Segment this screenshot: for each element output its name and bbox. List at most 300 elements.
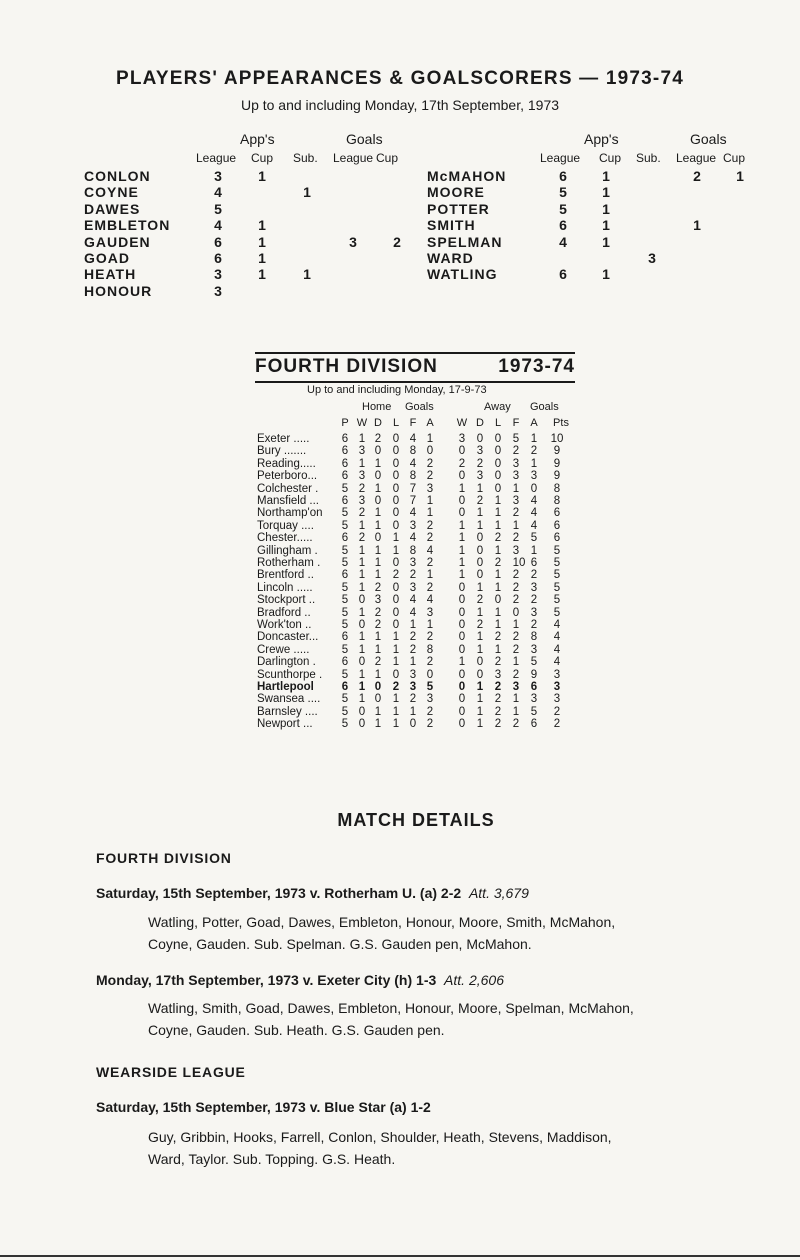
player-l4-league-goals: 3 bbox=[349, 233, 357, 250]
table-cell-w: 1 bbox=[358, 519, 366, 532]
table-cell-pts: 4 bbox=[553, 643, 561, 656]
table-cell-f: 4 bbox=[409, 457, 417, 470]
player-l3-name: EMBLETON bbox=[84, 217, 171, 234]
table-row bbox=[257, 507, 587, 519]
col-league-header-right: League bbox=[540, 151, 581, 165]
table-cell-w: 1 bbox=[358, 693, 366, 706]
player-r1-cup-apps: 1 bbox=[602, 184, 610, 201]
table-cell-d: 1 bbox=[374, 705, 382, 718]
apps-group-header-right: App's bbox=[584, 131, 619, 147]
table-row bbox=[257, 656, 587, 668]
player-l4-name: GAUDEN bbox=[84, 233, 151, 250]
table-cell-d: 1 bbox=[374, 507, 382, 520]
table-cell-w: 1 bbox=[358, 544, 366, 557]
table-row bbox=[257, 706, 587, 718]
table-cell-a: 8 bbox=[530, 631, 538, 644]
table-cell-a: 1 bbox=[426, 619, 434, 631]
table-cell-d: 0 bbox=[476, 532, 484, 545]
player-r3-cup-apps: 1 bbox=[602, 217, 610, 234]
table-cell-d: 1 bbox=[476, 519, 484, 532]
table-cell-f: 3 bbox=[409, 519, 417, 532]
table-cell-pts: 6 bbox=[553, 519, 561, 532]
table-cell-f: 10 bbox=[512, 557, 526, 569]
table-cell-l: 0 bbox=[494, 445, 502, 458]
table-cell-a: 3 bbox=[530, 643, 538, 656]
home-label: Home bbox=[362, 401, 392, 413]
table-cell-a: 2 bbox=[426, 470, 434, 483]
table-cell-f: 1 bbox=[409, 619, 417, 631]
table-cell-a: 3 bbox=[530, 606, 538, 619]
player-r2-name: POTTER bbox=[427, 200, 490, 217]
team-name: Swansea .... bbox=[257, 693, 321, 706]
league-table-subtitle: Up to and including Monday, 17-9-73 bbox=[307, 384, 487, 396]
table-cell-a: 4 bbox=[426, 594, 434, 607]
player-l6-cup-apps: 1 bbox=[258, 266, 266, 283]
away-goals-label: Goals bbox=[530, 401, 559, 413]
table-col-10: A bbox=[530, 417, 538, 429]
table-cell-l: 2 bbox=[494, 532, 502, 545]
table-col-6: W bbox=[456, 417, 468, 429]
player-l2-name: DAWES bbox=[84, 200, 141, 217]
table-cell-pts: 3 bbox=[553, 668, 561, 681]
table-cell-a: 2 bbox=[530, 569, 538, 582]
table-cell-w: 1 bbox=[358, 433, 366, 445]
table-cell-d: 2 bbox=[476, 495, 484, 507]
table-cell-l: 1 bbox=[494, 643, 502, 656]
player-l4-league-apps: 6 bbox=[214, 233, 222, 250]
table-cell-d: 1 bbox=[476, 482, 484, 495]
table-cell-a: 2 bbox=[530, 445, 538, 458]
table-cell-w: 1 bbox=[358, 668, 366, 681]
table-cell-a: 2 bbox=[426, 656, 434, 669]
table-cell-w: 1 bbox=[358, 569, 366, 582]
table-cell-d: 0 bbox=[476, 544, 484, 557]
table-cell-w: 0 bbox=[458, 643, 466, 656]
table-row bbox=[257, 557, 587, 569]
table-cell-f: 2 bbox=[512, 668, 520, 681]
table-cell-l: 0 bbox=[392, 619, 400, 631]
table-cell-a: 4 bbox=[530, 519, 538, 532]
table-cell-f: 2 bbox=[512, 569, 520, 582]
table-cell-p: 5 bbox=[341, 705, 349, 718]
team-name: Lincoln ..... bbox=[257, 581, 313, 594]
team-name: Stockport .. bbox=[257, 594, 316, 607]
table-cell-a: 8 bbox=[426, 643, 434, 656]
player-l1-name: COYNE bbox=[84, 184, 139, 201]
table-cell-d: 0 bbox=[374, 693, 382, 706]
away-label: Away bbox=[484, 401, 511, 413]
table-cell-d: 2 bbox=[476, 594, 484, 607]
col-goals-league-header: League bbox=[333, 151, 374, 165]
table-row bbox=[257, 483, 587, 495]
table-cell-p: 6 bbox=[341, 495, 349, 507]
table-cell-d: 1 bbox=[476, 681, 484, 693]
table-cell-p: 5 bbox=[341, 581, 349, 594]
table-col-0: P bbox=[341, 417, 349, 429]
table-cell-l: 3 bbox=[494, 668, 502, 681]
table-cell-w: 0 bbox=[458, 718, 466, 731]
table-cell-w: 0 bbox=[458, 681, 466, 693]
table-cell-a: 6 bbox=[530, 681, 538, 693]
table-cell-w: 2 bbox=[358, 532, 366, 545]
table-cell-w: 0 bbox=[458, 581, 466, 594]
table-cell-d: 1 bbox=[374, 482, 382, 495]
table-cell-a: 3 bbox=[530, 470, 538, 483]
table-cell-l: 1 bbox=[392, 532, 400, 545]
table-cell-d: 1 bbox=[476, 507, 484, 520]
table-cell-a: 1 bbox=[530, 457, 538, 470]
player-r1-name: MOORE bbox=[427, 184, 485, 201]
match1-lineup-line2: Coyne, Gauden. Sub. Spelman. G.S. Gauden pen, McMahon. bbox=[148, 936, 532, 952]
table-cell-pts: 8 bbox=[553, 482, 561, 495]
table-cell-f: 2 bbox=[512, 718, 520, 731]
table-cell-f: 1 bbox=[512, 519, 520, 532]
table-cell-l: 0 bbox=[494, 470, 502, 483]
table-cell-w: 0 bbox=[358, 718, 366, 731]
table-cell-a: 4 bbox=[426, 544, 434, 557]
table-cell-l: 1 bbox=[392, 718, 400, 731]
table-cell-l: 1 bbox=[392, 544, 400, 557]
table-cell-d: 1 bbox=[476, 606, 484, 619]
col-goals-cup-header-right: Cup bbox=[723, 151, 746, 165]
table-cell-d: 2 bbox=[374, 433, 382, 445]
match2-attendance: Att. 2,606 bbox=[444, 972, 504, 988]
table-cell-f: 3 bbox=[409, 557, 417, 569]
table-cell-a: 4 bbox=[530, 495, 538, 507]
table-cell-a: 9 bbox=[530, 668, 538, 681]
page-bottom-rule bbox=[0, 1255, 800, 1257]
col-goals-league-header-right: League bbox=[676, 151, 717, 165]
table-cell-w: 0 bbox=[358, 594, 366, 607]
table-cell-f: 7 bbox=[409, 482, 417, 495]
table-cell-d: 2 bbox=[374, 619, 382, 631]
table-cell-d: 1 bbox=[374, 544, 382, 557]
table-cell-a: 3 bbox=[530, 693, 538, 706]
table-cell-d: 0 bbox=[374, 470, 382, 483]
table-cell-p: 6 bbox=[341, 569, 349, 582]
table-cell-d: 3 bbox=[476, 470, 484, 483]
table-col-2: D bbox=[374, 417, 382, 429]
table-cell-w: 2 bbox=[358, 482, 366, 495]
player-l4-cup-apps: 1 bbox=[258, 233, 266, 250]
fourth-division-heading: FOURTH DIVISION bbox=[96, 850, 232, 866]
table-cell-f: 2 bbox=[409, 693, 417, 706]
col-cup-header-right: Cup bbox=[599, 151, 622, 165]
table-cell-w: 0 bbox=[458, 631, 466, 644]
table-cell-w: 0 bbox=[358, 656, 366, 669]
apps-group-header: App's bbox=[240, 131, 275, 147]
table-cell-p: 6 bbox=[341, 433, 349, 445]
table-cell-pts: 2 bbox=[553, 718, 561, 731]
table-cell-w: 1 bbox=[458, 656, 466, 669]
table-cell-w: 1 bbox=[358, 606, 366, 619]
player-l0-name: CONLON bbox=[84, 168, 151, 184]
player-r5-sub-apps: 3 bbox=[648, 250, 656, 266]
table-row bbox=[257, 495, 587, 507]
team-name: Darlington . bbox=[257, 656, 316, 669]
table-cell-p: 6 bbox=[341, 457, 349, 470]
table-cell-p: 5 bbox=[341, 594, 349, 607]
table-cell-l: 1 bbox=[494, 519, 502, 532]
table-row bbox=[257, 693, 587, 705]
table-cell-a: 1 bbox=[530, 433, 538, 445]
page-title: PLAYERS' APPEARANCES & GOALSCORERS — 1973-74 bbox=[116, 68, 684, 89]
table-cell-d: 1 bbox=[374, 519, 382, 532]
table-cell-w: 1 bbox=[458, 569, 466, 582]
table-cell-f: 2 bbox=[409, 643, 417, 656]
table-cell-w: 1 bbox=[458, 544, 466, 557]
page-subtitle: Up to and including Monday, 17th September, 1973 bbox=[240, 97, 560, 113]
table-cell-w: 1 bbox=[358, 457, 366, 470]
table-cell-d: 1 bbox=[476, 718, 484, 731]
team-name: Brentford .. bbox=[257, 569, 314, 582]
table-col-9: F bbox=[512, 417, 520, 429]
table-cell-p: 5 bbox=[341, 668, 349, 681]
table-cell-f: 1 bbox=[512, 693, 520, 706]
table-cell-f: 0 bbox=[512, 606, 520, 619]
player-r4-league-apps: 4 bbox=[559, 233, 567, 250]
table-cell-a: 5 bbox=[530, 656, 538, 669]
table-cell-w: 0 bbox=[458, 619, 466, 631]
table-cell-w: 3 bbox=[358, 495, 366, 507]
table-cell-w: 0 bbox=[458, 606, 466, 619]
table-cell-l: 0 bbox=[392, 507, 400, 520]
table-cell-l: 2 bbox=[494, 681, 502, 693]
table-cell-f: 8 bbox=[409, 470, 417, 483]
table-row bbox=[257, 532, 587, 544]
table-cell-d: 0 bbox=[476, 433, 484, 445]
player-r4-name: SPELMAN bbox=[427, 233, 503, 250]
team-name: Reading..... bbox=[257, 457, 316, 470]
table-cell-w: 0 bbox=[458, 594, 466, 607]
table-cell-l: 2 bbox=[494, 705, 502, 718]
table-cell-f: 4 bbox=[409, 507, 417, 520]
table-cell-w: 2 bbox=[458, 457, 466, 470]
table-cell-d: 1 bbox=[374, 631, 382, 644]
table-cell-d: 1 bbox=[374, 557, 382, 569]
table-cell-l: 2 bbox=[494, 693, 502, 706]
table-row bbox=[257, 644, 587, 656]
table-cell-pts: 4 bbox=[553, 619, 561, 631]
table-cell-f: 8 bbox=[409, 445, 417, 458]
table-cell-d: 1 bbox=[374, 668, 382, 681]
player-r6-league-apps: 6 bbox=[559, 266, 567, 283]
table-cell-a: 1 bbox=[426, 433, 434, 445]
player-l7-league-apps: 3 bbox=[214, 282, 222, 299]
table-cell-l: 0 bbox=[392, 606, 400, 619]
team-name: Bradford .. bbox=[257, 606, 311, 619]
player-l0-cup-apps: 1 bbox=[258, 168, 266, 184]
table-cell-f: 2 bbox=[512, 445, 520, 458]
table-cell-f: 1 bbox=[512, 656, 520, 669]
table-cell-a: 4 bbox=[530, 507, 538, 520]
player-l7-name: HONOUR bbox=[84, 282, 153, 299]
table-cell-l: 2 bbox=[392, 569, 400, 582]
table-cell-a: 2 bbox=[426, 457, 434, 470]
match3-lineup-line1: Guy, Gribbin, Hooks, Farrell, Conlon, Shoulder, Heath, Stevens, Maddison, bbox=[148, 1129, 612, 1145]
table-cell-a: 2 bbox=[426, 532, 434, 545]
player-l3-cup-apps: 1 bbox=[258, 217, 266, 234]
match1-lineup bbox=[148, 911, 615, 955]
table-cell-d: 1 bbox=[476, 643, 484, 656]
table-cell-a: 2 bbox=[426, 631, 434, 644]
table-cell-d: 0 bbox=[374, 532, 382, 545]
player-l4-cup-goals: 2 bbox=[393, 233, 401, 250]
table-cell-w: 1 bbox=[358, 631, 366, 644]
table-cell-w: 0 bbox=[458, 705, 466, 718]
table-cell-a: 3 bbox=[530, 581, 538, 594]
table-cell-pts: 5 bbox=[553, 606, 561, 619]
table-cell-a: 3 bbox=[426, 693, 434, 706]
table-cell-l: 0 bbox=[392, 482, 400, 495]
table-cell-pts: 6 bbox=[553, 507, 561, 520]
col-sub-header: Sub. bbox=[293, 151, 318, 165]
player-l6-name: HEATH bbox=[84, 266, 137, 283]
table-cell-d: 3 bbox=[476, 445, 484, 458]
table-cell-f: 2 bbox=[512, 532, 520, 545]
table-cell-w: 1 bbox=[358, 557, 366, 569]
team-name: Gillingham . bbox=[257, 544, 318, 557]
table-cell-p: 5 bbox=[341, 619, 349, 631]
table-cell-pts: 2 bbox=[553, 705, 561, 718]
table-cell-a: 6 bbox=[530, 718, 538, 731]
table-cell-a: 5 bbox=[426, 681, 434, 693]
player-r0-cup-apps: 1 bbox=[602, 168, 610, 184]
table-cell-pts: 9 bbox=[553, 457, 561, 470]
table-cell-a: 2 bbox=[426, 581, 434, 594]
team-name: Peterboro... bbox=[257, 470, 318, 483]
player-r5-name: WARD bbox=[427, 250, 474, 266]
table-cell-a: 2 bbox=[426, 557, 434, 569]
col-cup-header: Cup bbox=[251, 151, 274, 165]
table-col-1: W bbox=[356, 417, 368, 429]
table-cell-a: 2 bbox=[426, 718, 434, 731]
player-r0-league-goals: 2 bbox=[693, 168, 701, 184]
league-table-title-left: FOURTH DIVISION bbox=[255, 356, 438, 377]
table-cell-f: 1 bbox=[409, 705, 417, 718]
goals-group-header: Goals bbox=[346, 131, 383, 147]
match-details-title: MATCH DETAILS bbox=[337, 810, 495, 830]
table-cell-w: 0 bbox=[458, 693, 466, 706]
col-goals-cup-header: Cup bbox=[376, 151, 399, 165]
table-row bbox=[257, 470, 587, 482]
goals-group-header-right: Goals bbox=[690, 131, 727, 147]
table-cell-a: 2 bbox=[530, 594, 538, 607]
match3-lineup bbox=[148, 1126, 612, 1170]
table-col-11: Pts bbox=[553, 417, 569, 429]
table-cell-f: 2 bbox=[512, 631, 520, 644]
table-cell-l: 1 bbox=[392, 693, 400, 706]
table-cell-p: 5 bbox=[341, 544, 349, 557]
table-cell-l: 0 bbox=[494, 594, 502, 607]
player-r2-cup-apps: 1 bbox=[602, 200, 610, 217]
match3-heading: Saturday, 15th September, 1973 v. Blue Star (a) 1-2 bbox=[96, 1099, 431, 1115]
table-cell-f: 3 bbox=[512, 681, 520, 693]
player-l6-sub-apps: 1 bbox=[303, 266, 311, 283]
table-cell-l: 0 bbox=[392, 668, 400, 681]
team-name: Exeter ..... bbox=[257, 433, 310, 445]
table-cell-d: 1 bbox=[476, 581, 484, 594]
table-cell-d: 1 bbox=[374, 718, 382, 731]
table-cell-a: 0 bbox=[426, 668, 434, 681]
table-cell-d: 0 bbox=[476, 656, 484, 669]
table-cell-pts: 6 bbox=[553, 532, 561, 545]
player-l3-league-apps: 4 bbox=[214, 217, 222, 234]
table-cell-pts: 4 bbox=[553, 656, 561, 669]
table-cell-p: 6 bbox=[341, 532, 349, 545]
match1-heading-text: Saturday, 15th September, 1973 v. Rotherham U. (a) 2-2 bbox=[96, 885, 462, 901]
team-name: Mansfield ... bbox=[257, 495, 319, 507]
table-cell-w: 1 bbox=[458, 557, 466, 569]
table-cell-w: 0 bbox=[358, 705, 366, 718]
match2-heading-text: Monday, 17th September, 1973 v. Exeter City (h) 1-3 bbox=[96, 972, 437, 988]
table-cell-d: 3 bbox=[374, 594, 382, 607]
table-cell-l: 1 bbox=[494, 495, 502, 507]
table-cell-f: 3 bbox=[512, 470, 520, 483]
table-col-7: D bbox=[476, 417, 484, 429]
team-name: Newport ... bbox=[257, 718, 313, 731]
league-table-title bbox=[255, 352, 575, 383]
table-cell-f: 3 bbox=[409, 668, 417, 681]
team-name: Hartlepool bbox=[257, 681, 314, 693]
table-cell-w: 1 bbox=[458, 532, 466, 545]
table-cell-pts: 8 bbox=[553, 495, 561, 507]
table-cell-a: 5 bbox=[530, 532, 538, 545]
table-cell-p: 6 bbox=[341, 656, 349, 669]
team-name: Northamp'on bbox=[257, 507, 323, 520]
table-cell-f: 3 bbox=[409, 581, 417, 594]
table-cell-l: 2 bbox=[392, 681, 400, 693]
table-cell-p: 5 bbox=[341, 693, 349, 706]
table-cell-pts: 4 bbox=[553, 631, 561, 644]
player-l2-league-apps: 5 bbox=[214, 200, 222, 217]
team-name: Crewe ..... bbox=[257, 643, 310, 656]
table-cell-pts: 3 bbox=[553, 693, 561, 706]
table-row bbox=[257, 681, 587, 693]
table-cell-f: 8 bbox=[409, 544, 417, 557]
table-cell-f: 2 bbox=[409, 569, 417, 582]
match1-lineup-line1: Watling, Potter, Goad, Dawes, Embleton, Honour, Moore, Smith, McMahon, bbox=[148, 914, 616, 930]
table-cell-p: 5 bbox=[341, 643, 349, 656]
table-cell-l: 0 bbox=[392, 557, 400, 569]
table-cell-a: 1 bbox=[426, 495, 434, 507]
table-cell-pts: 5 bbox=[553, 557, 561, 569]
match2-lineup-line1: Watling, Smith, Goad, Dawes, Embleton, Honour, Moore, Spelman, McMahon, bbox=[148, 1000, 634, 1016]
table-cell-a: 5 bbox=[530, 705, 538, 718]
table-cell-p: 5 bbox=[341, 606, 349, 619]
table-cell-w: 0 bbox=[458, 445, 466, 458]
match2-lineup-line2: Coyne, Gauden. Sub. Heath. G.S. Gauden pen. bbox=[148, 1022, 445, 1038]
player-r0-league-apps: 6 bbox=[559, 168, 567, 184]
table-cell-l: 0 bbox=[392, 495, 400, 507]
table-cell-d: 0 bbox=[374, 445, 382, 458]
table-cell-f: 7 bbox=[409, 495, 417, 507]
table-cell-d: 2 bbox=[374, 606, 382, 619]
table-cell-l: 2 bbox=[494, 557, 502, 569]
table-cell-w: 1 bbox=[358, 643, 366, 656]
player-r6-cup-apps: 1 bbox=[602, 266, 610, 283]
home-goals-label: Goals bbox=[405, 401, 434, 413]
table-cell-f: 4 bbox=[409, 594, 417, 607]
table-cell-a: 2 bbox=[530, 619, 538, 631]
table-cell-d: 0 bbox=[476, 569, 484, 582]
table-cell-w: 1 bbox=[458, 519, 466, 532]
table-cell-a: 3 bbox=[426, 606, 434, 619]
table-cell-f: 3 bbox=[512, 544, 520, 557]
team-name: Barnsley .... bbox=[257, 705, 318, 718]
table-cell-f: 2 bbox=[512, 507, 520, 520]
table-row bbox=[257, 569, 587, 581]
